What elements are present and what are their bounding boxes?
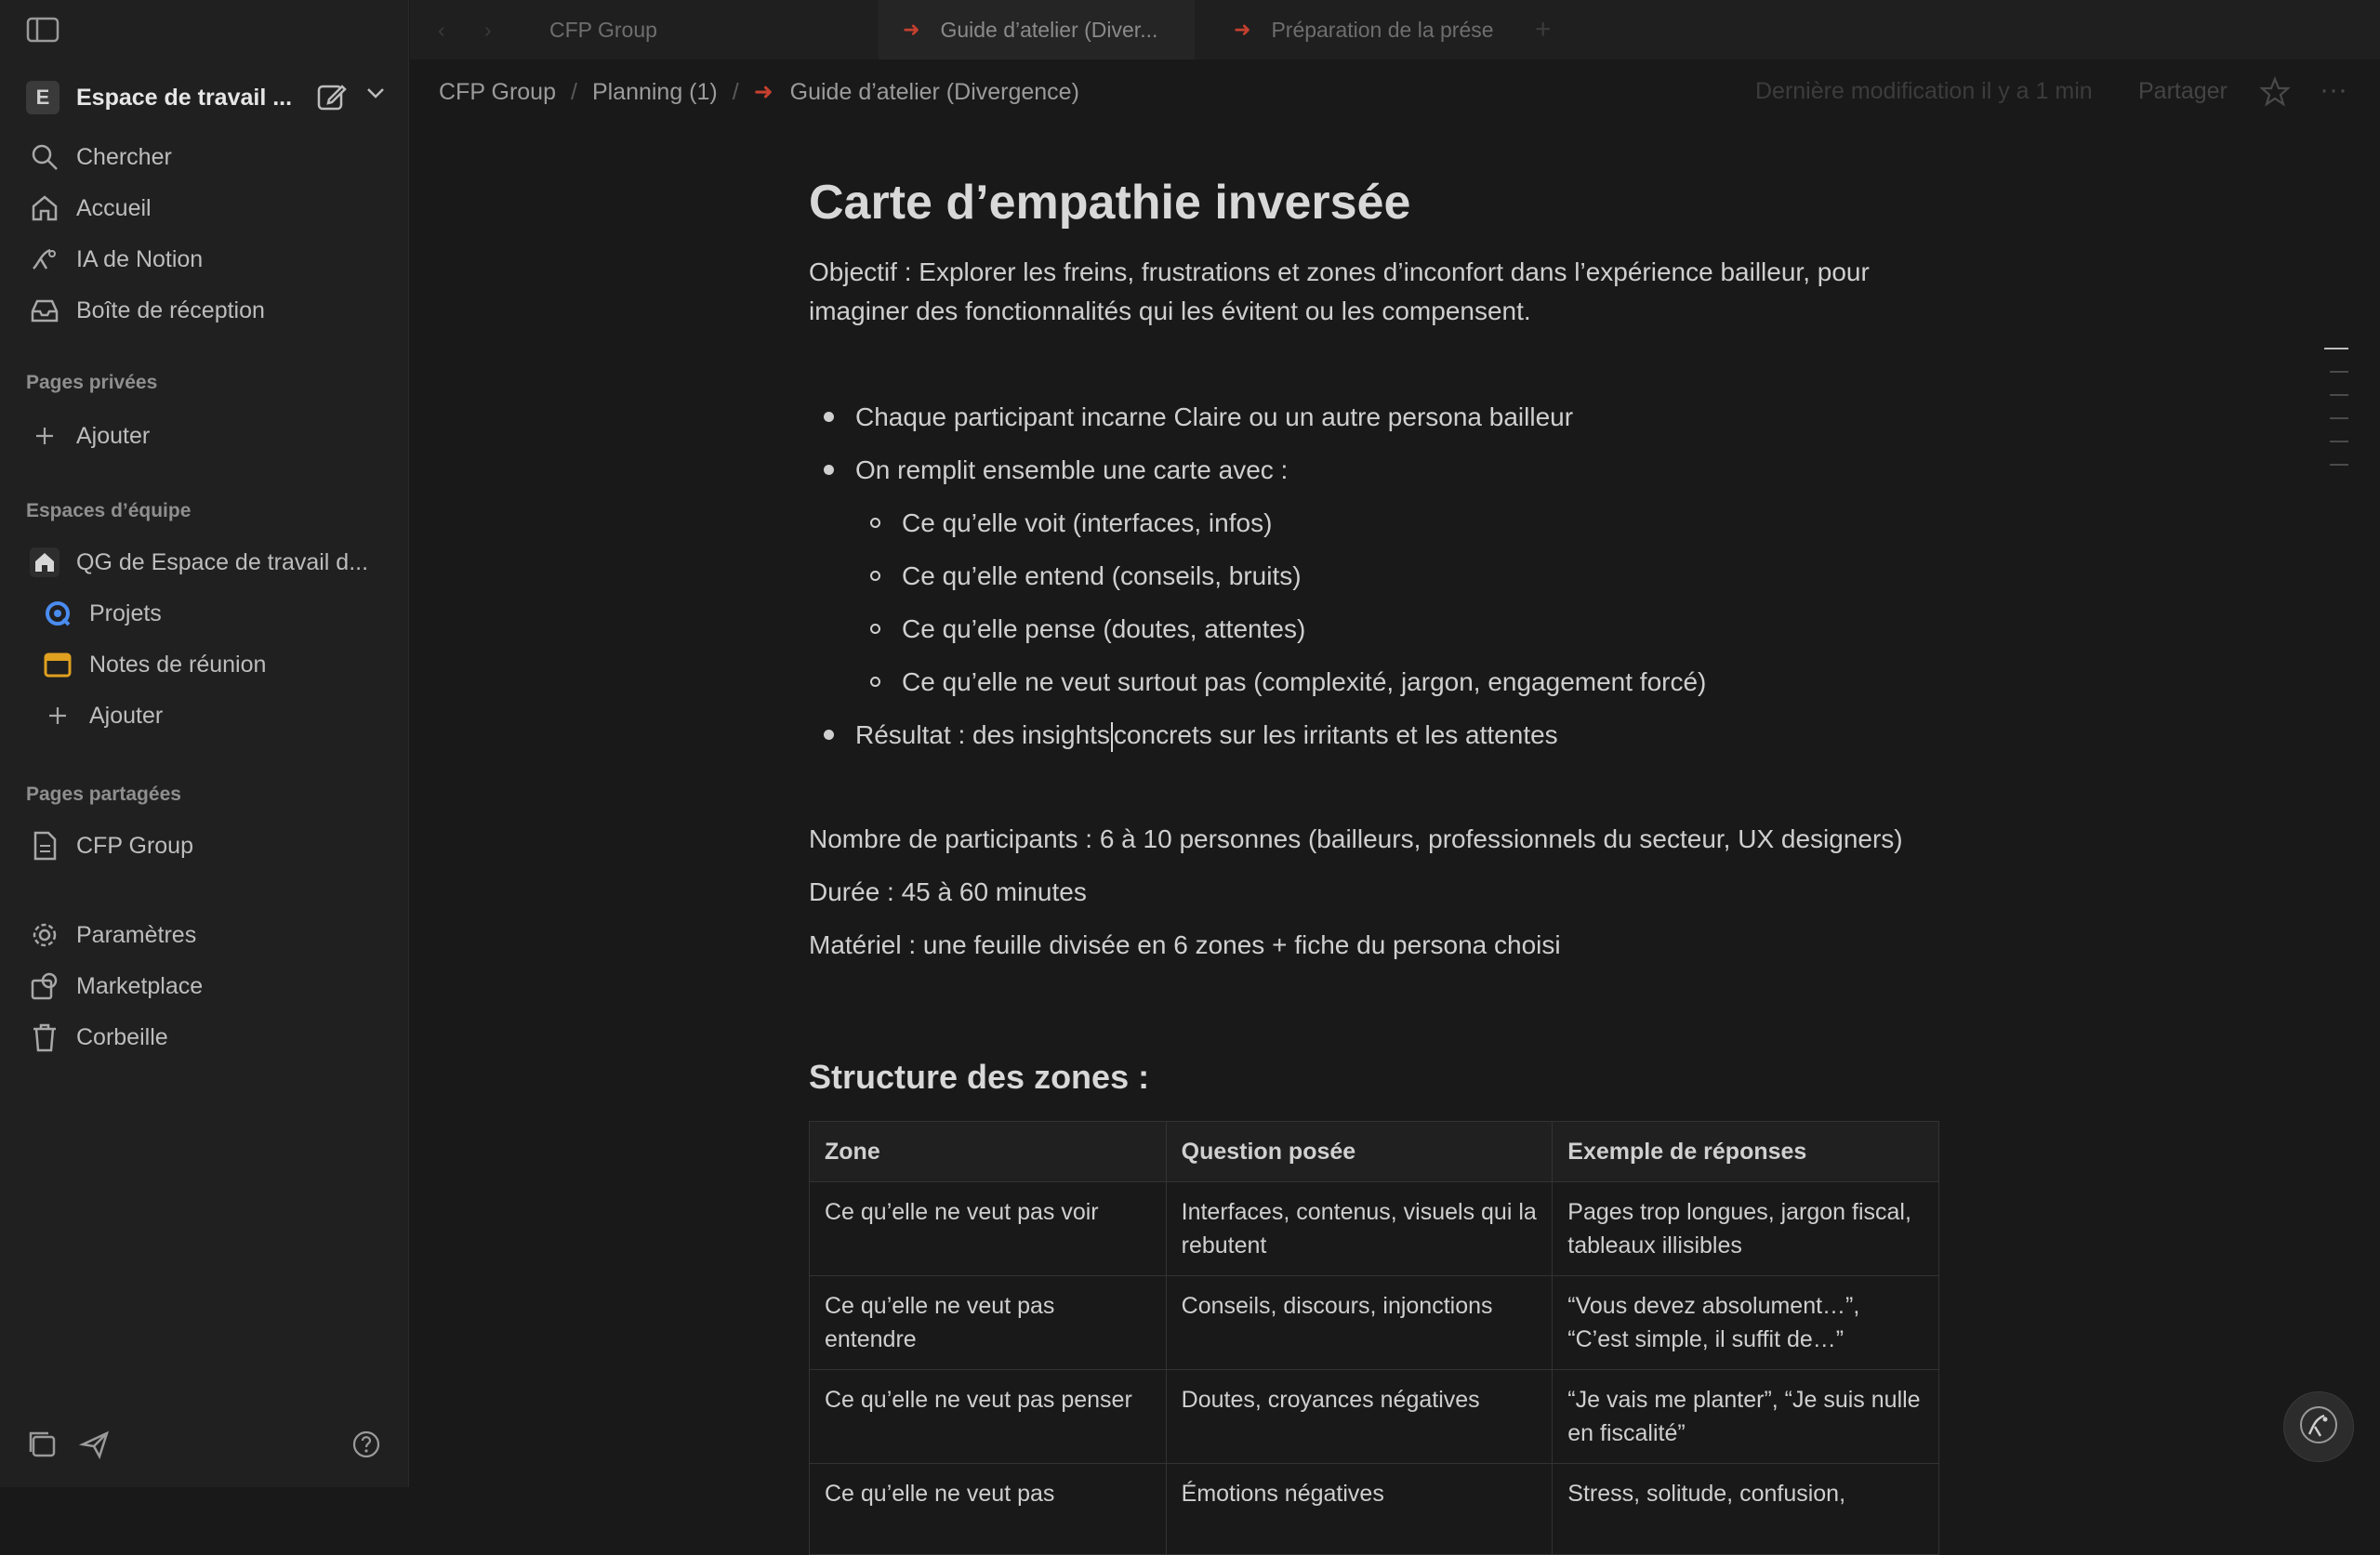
private-pages-heading: Pages privées	[26, 372, 158, 393]
duration-text[interactable]: Durée : 45 à 60 minutes	[809, 877, 1087, 906]
team-spaces-heading: Espaces d’équipe	[26, 500, 192, 521]
table-row	[810, 1182, 1939, 1276]
list-item-text: On remplit ensemble une carte avec :	[855, 455, 1289, 484]
bullet-circle	[870, 677, 880, 687]
table-cell[interactable]: Ce qu’elle ne veut pas entendre	[810, 1276, 1167, 1370]
table-header-row	[810, 1122, 1939, 1182]
page-icon	[26, 827, 63, 864]
sidebar	[0, 0, 409, 1487]
table-cell[interactable]: “Je vais me planter”, “Je suis nulle en fiscalité”	[1553, 1370, 1939, 1464]
table-header-cell[interactable]: Question posée	[1166, 1122, 1553, 1182]
table-row	[810, 1276, 1939, 1370]
list-item-text: Ce qu’elle pense (doutes, attentes)	[902, 614, 1306, 643]
outline-mark[interactable]	[2330, 371, 2348, 373]
outline-mark[interactable]	[2330, 417, 2348, 419]
toggle-sidebar-icon[interactable]	[26, 17, 60, 47]
templates-icon[interactable]	[28, 1430, 58, 1464]
sidebar-item-label: Marketplace	[76, 972, 204, 999]
tab-label: Guide d’atelier (Diver...	[940, 17, 1158, 42]
outline-mark[interactable]	[2330, 464, 2348, 466]
table-cell[interactable]: Interfaces, contenus, visuels qui la rebutent	[1166, 1182, 1553, 1276]
list-item-text	[855, 718, 1558, 752]
table-cell[interactable]: Conseils, discours, injonctions	[1166, 1276, 1553, 1370]
list-item-text: Ce qu’elle entend (conseils, bruits)	[902, 561, 1302, 590]
objective-text[interactable]: Objectif : Explorer les freins, frustrations et zones d’inconfort dans l’expérience bailleur, pour imaginer des fonctionnalités qui les évitent ou les compensent.	[809, 257, 1870, 325]
add-private-page-button[interactable]	[26, 415, 390, 456]
inbox-icon	[26, 292, 63, 329]
sidebar-item-label: Accueil	[76, 194, 152, 221]
new-tab-icon[interactable]: +	[1535, 14, 1552, 45]
sidebar-item-label: Corbeille	[76, 1023, 168, 1050]
sidebar-item-label: QG de Espace de travail d...	[76, 548, 369, 575]
gear-icon	[26, 916, 63, 954]
shared-pages-heading: Pages partagées	[26, 784, 181, 805]
home-icon	[26, 190, 63, 227]
breadcrumb-item-planning[interactable]: Planning (1)	[591, 78, 718, 105]
sidebar-item-inbox[interactable]	[26, 290, 390, 331]
breadcrumb-item-cfp-group[interactable]: CFP Group	[439, 78, 556, 105]
sidebar-item-label: Notes de réunion	[89, 651, 267, 678]
notion-ai-face-icon	[2298, 1404, 2339, 1450]
bullet-circle	[870, 624, 880, 634]
search-icon	[26, 138, 63, 176]
forward-icon[interactable]: ›	[484, 17, 492, 42]
sidebar-item-label: Boîte de réception	[76, 297, 265, 323]
new-page-icon[interactable]	[316, 81, 348, 117]
workspace-name: Espace de travail ...	[76, 84, 293, 111]
sidebar-item-label: Ajouter	[76, 422, 151, 449]
sidebar-item-label: Paramètres	[76, 921, 197, 948]
tab-guide-atelier[interactable]	[879, 0, 1195, 59]
bullet-dot	[824, 412, 834, 422]
list-item-text: Chaque participant incarne Claire ou un autre persona bailleur	[855, 402, 1574, 431]
sidebar-item-notion-ai[interactable]	[26, 239, 390, 280]
table-cell[interactable]: Stress, solitude, confusion,	[1553, 1464, 1939, 1555]
arrow-icon: ➜	[1234, 18, 1251, 41]
notion-ai-assistant-button[interactable]	[2283, 1391, 2354, 1462]
arrow-icon: ➜	[753, 79, 774, 105]
sidebar-item-home[interactable]	[26, 188, 390, 229]
table-cell[interactable]: Ce qu’elle ne veut pas penser	[810, 1370, 1167, 1464]
sidebar-item-label: Chercher	[76, 143, 172, 170]
sidebar-item-trash[interactable]	[26, 1017, 390, 1058]
breadcrumb	[439, 78, 1079, 106]
table-header-cell[interactable]: Exemple de réponses	[1553, 1122, 1939, 1182]
marketplace-icon	[26, 968, 63, 1005]
workspace-avatar: E	[26, 81, 60, 114]
sidebar-item-projects[interactable]	[39, 593, 403, 634]
material-text[interactable]: Matériel : une feuille divisée en 6 zones + fiche du persona choisi	[809, 930, 1561, 959]
table-cell[interactable]: Émotions négatives	[1166, 1464, 1553, 1555]
table-cell[interactable]: Pages trop longues, jargon fiscal, tableaux illisibles	[1553, 1182, 1939, 1276]
workspace-switcher[interactable]	[26, 77, 390, 118]
tab-label: Préparation de la prése	[1271, 17, 1494, 42]
sidebar-item-meeting-notes[interactable]	[39, 644, 403, 685]
sidebar-item-settings[interactable]	[26, 915, 390, 955]
sidebar-item-label: CFP Group	[76, 832, 193, 859]
tab-preparation[interactable]	[1211, 0, 1546, 59]
list-item-text-end: concrets sur les irritants et les attentes	[1113, 720, 1558, 749]
add-team-page-button[interactable]	[39, 695, 403, 736]
bullet-circle	[870, 571, 880, 581]
help-icon[interactable]	[351, 1430, 381, 1464]
list-item-text-start: Résultat : des insights	[855, 720, 1110, 749]
list-item-text: Ce qu’elle voit (interfaces, infos)	[902, 508, 1273, 537]
outline-mark[interactable]	[2330, 441, 2348, 442]
tab-cfp-group[interactable]	[549, 0, 657, 59]
projects-icon	[39, 595, 76, 632]
table-cell[interactable]: Doutes, croyances négatives	[1166, 1370, 1553, 1464]
send-icon[interactable]	[80, 1430, 110, 1464]
sidebar-item-label: Projets	[89, 600, 162, 626]
text-cursor	[1111, 722, 1113, 752]
table-cell[interactable]: Ce qu’elle ne veut pas voir	[810, 1182, 1167, 1276]
share-button[interactable]: Partager	[2138, 78, 2228, 104]
structure-heading[interactable]: Structure des zones :	[809, 1058, 1150, 1096]
sidebar-item-search[interactable]	[26, 137, 390, 178]
sidebar-item-label: Ajouter	[89, 702, 164, 729]
bullet-dot	[824, 730, 834, 740]
tab-label: CFP Group	[549, 17, 657, 42]
table-row	[810, 1464, 1939, 1555]
outline-mark-active[interactable]	[2324, 348, 2348, 349]
trash-icon	[26, 1019, 63, 1056]
notion-ai-icon	[26, 241, 63, 278]
table-cell[interactable]: “Vous devez absolument…”, “C’est simple, il suffit de…”	[1553, 1276, 1939, 1370]
more-options-icon[interactable]: ···	[2320, 74, 2347, 105]
arrow-icon: ➜	[903, 18, 920, 41]
participants-text[interactable]: Nombre de participants : 6 à 10 personnes (bailleurs, professionnels du secteur, UX designers)	[809, 824, 1903, 853]
outline-mark[interactable]	[2330, 394, 2348, 396]
sidebar-item-team-hq[interactable]	[26, 542, 390, 583]
breadcrumb-item-current[interactable]: Guide d’atelier (Divergence)	[789, 78, 1079, 105]
plus-icon	[26, 417, 63, 455]
chevron-down-icon[interactable]	[366, 86, 385, 104]
favorite-star-icon[interactable]	[2259, 76, 2291, 114]
zones-table	[809, 1121, 1939, 1555]
sidebar-item-marketplace[interactable]	[26, 966, 390, 1007]
sidebar-item-cfp-group[interactable]	[26, 825, 390, 866]
home-filled-icon	[26, 544, 63, 581]
last-edited-text: Dernière modification il y a 1 min	[1755, 78, 2093, 104]
table-row	[810, 1370, 1939, 1464]
calendar-icon	[39, 646, 76, 683]
breadcrumb-separator: /	[570, 78, 577, 105]
back-icon[interactable]: ‹	[438, 17, 445, 42]
bullet-circle	[870, 518, 880, 528]
bullet-dot	[824, 465, 834, 475]
plus-icon	[39, 697, 76, 734]
table-cell[interactable]: Ce qu’elle ne veut pas	[810, 1464, 1167, 1555]
breadcrumb-separator: /	[732, 78, 739, 105]
tab-bar	[410, 0, 2380, 59]
list-item-text: Ce qu’elle ne veut surtout pas (complexité, jargon, engagement forcé)	[902, 667, 1707, 696]
sidebar-item-label: IA de Notion	[76, 245, 204, 272]
page-title[interactable]: Carte d’empathie inversée	[809, 176, 1411, 230]
table-header-cell[interactable]: Zone	[810, 1122, 1167, 1182]
